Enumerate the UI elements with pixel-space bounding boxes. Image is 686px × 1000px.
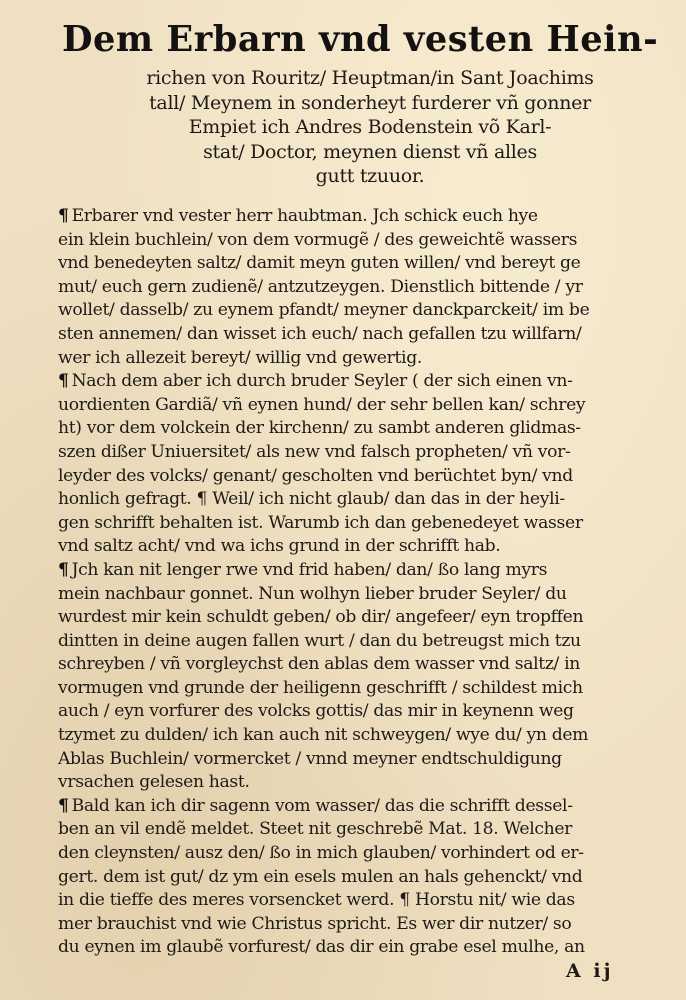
text-line: vnd saltz acht/ vnd wa ichs grund in der schrifft hab. <box>58 536 501 557</box>
signature-mark: A ij <box>566 960 614 982</box>
text-line: honlich gefragt. ¶ Weil/ ich nicht glaub/ dan das in der heyli- <box>58 489 565 510</box>
text-line: mein nachbaur gonnet. Nun wolhyn lieber bruder Seyler/ du <box>58 583 567 604</box>
paragraph <box>58 205 664 370</box>
line-text: Erbarer vnd vester herr haubtman. Jch schick euch hye <box>71 206 538 226</box>
line-text: Bald kan ich dir sagenn vom wasser/ das die schrifft dessel- <box>71 795 573 816</box>
text-line: mut/ euch gern zudienẽ/ antzutzeygen. Dienstlich bittende / yr <box>58 276 583 297</box>
line-text: Nach dem aber ich durch bruder Seyler ( der sich einen vn- <box>71 371 573 392</box>
text-line: den cleynsten/ ausz den/ ßo in mich glauben/ vorhindert od er- <box>58 843 584 864</box>
text-line: in die tieffe des meres vorsencket werd. ¶ Horstu nit/ wie das <box>58 890 575 911</box>
pilcrow-icon: ¶ <box>58 795 69 816</box>
line-text: Jch kan nit lenger rwe vnd frid haben/ dan/ ßo lang myrs <box>71 559 548 580</box>
body-text <box>58 205 664 960</box>
text-line: schreyben / vñ vorgleychst den ablas dem wasser vnd saltz/ in <box>58 654 580 675</box>
dedication-line: richen von Rouritz/ Heuptman/in Sant Joachims <box>146 67 594 89</box>
dedication-block <box>90 66 650 189</box>
text-line: vormugen vnd grunde der heiligenn geschrifft / schildest mich <box>58 677 583 698</box>
text-line <box>58 795 664 819</box>
text-line: ben an vil endẽ meldet. Steet nit geschrebẽ Mat. 18. Welcher <box>58 819 573 840</box>
pilcrow-icon: ¶ <box>58 559 69 580</box>
title-heading: Dem Erbarn vnd vesten Hein- <box>62 19 659 60</box>
dedication-line: Empiet ich Andres Bodenstein võ Karl- <box>188 116 552 138</box>
text-line: dintten in deine augen fallen wurt / dan du betreugst mich tzu <box>58 630 581 651</box>
text-line: wurdest mir kein schuldt geben/ ob dir/ angefeer/ eyn tropffen <box>58 607 584 628</box>
text-line <box>58 205 664 229</box>
text-line: leyder des volcks/ genant/ gescholten vnd berüchtet byn/ vnd <box>58 465 573 486</box>
text-line: Ablas Buchlein/ vormercket / vnnd meyner endtschuldigung <box>58 748 562 769</box>
text-line: wollet/ dasselb/ zu eynem pfandt/ meyner danckparckeit/ im be <box>58 300 590 321</box>
text-line: szen dißer Uniuersitet/ als new vnd falsch propheten/ vñ vor- <box>58 441 571 462</box>
paragraph <box>58 795 664 960</box>
text-line: du eynen im glaubẽ vorfurest/ das dir ein grabe esel mulhe, an <box>58 937 585 958</box>
text-line <box>58 370 664 394</box>
text-line: ein klein buchlein/ von dem vormugẽ / des geweichtẽ wassers <box>58 229 578 250</box>
text-line: vnd benedeyten saltz/ damit meyn guten willen/ vnd bereyt ge <box>58 253 581 274</box>
text-line: wer ich allezeit bereyt/ willig vnd gewertig. <box>58 347 422 368</box>
dedication-line: tall/ Meynem in sonderheyt furderer vñ gonner <box>149 91 591 114</box>
text-line: ht) vor dem volckein der kirchenn/ zu sambt anderen glidmas- <box>58 418 581 439</box>
dedication-line: gutt tzuuor. <box>315 165 425 187</box>
text-line: gen schrifft behalten ist. Warumb ich dan gebenedeyet wasser <box>58 512 583 533</box>
paragraph <box>58 559 664 795</box>
dedication-line: stat/ Doctor, meynen dienst vñ alles <box>203 140 537 163</box>
text-line: gert. dem ist gut/ dz ym ein esels mulen an hals gehenckt/ vnd <box>58 866 583 887</box>
text-line: vrsachen gelesen hast. <box>58 772 250 793</box>
text-line: sten annemen/ dan wisset ich euch/ nach gefallen tzu willfarn/ <box>58 323 582 344</box>
paragraph <box>58 370 664 559</box>
pilcrow-icon: ¶ <box>58 371 69 392</box>
text-line: tzymet zu dulden/ ich kan auch nit schweygen/ wye du/ yn dem <box>58 725 589 746</box>
pilcrow-icon: ¶ <box>58 206 69 226</box>
text-line: auch / eyn vorfurer des volcks gottis/ das mir in keynenn weg <box>58 701 574 722</box>
text-line: uordienten Gardiã/ vñ eynen hund/ der sehr bellen kan/ schrey <box>58 394 586 415</box>
text-line <box>58 559 664 583</box>
text-line: mer brauchist vnd wie Christus spricht. Es wer dir nutzer/ so <box>58 913 572 934</box>
